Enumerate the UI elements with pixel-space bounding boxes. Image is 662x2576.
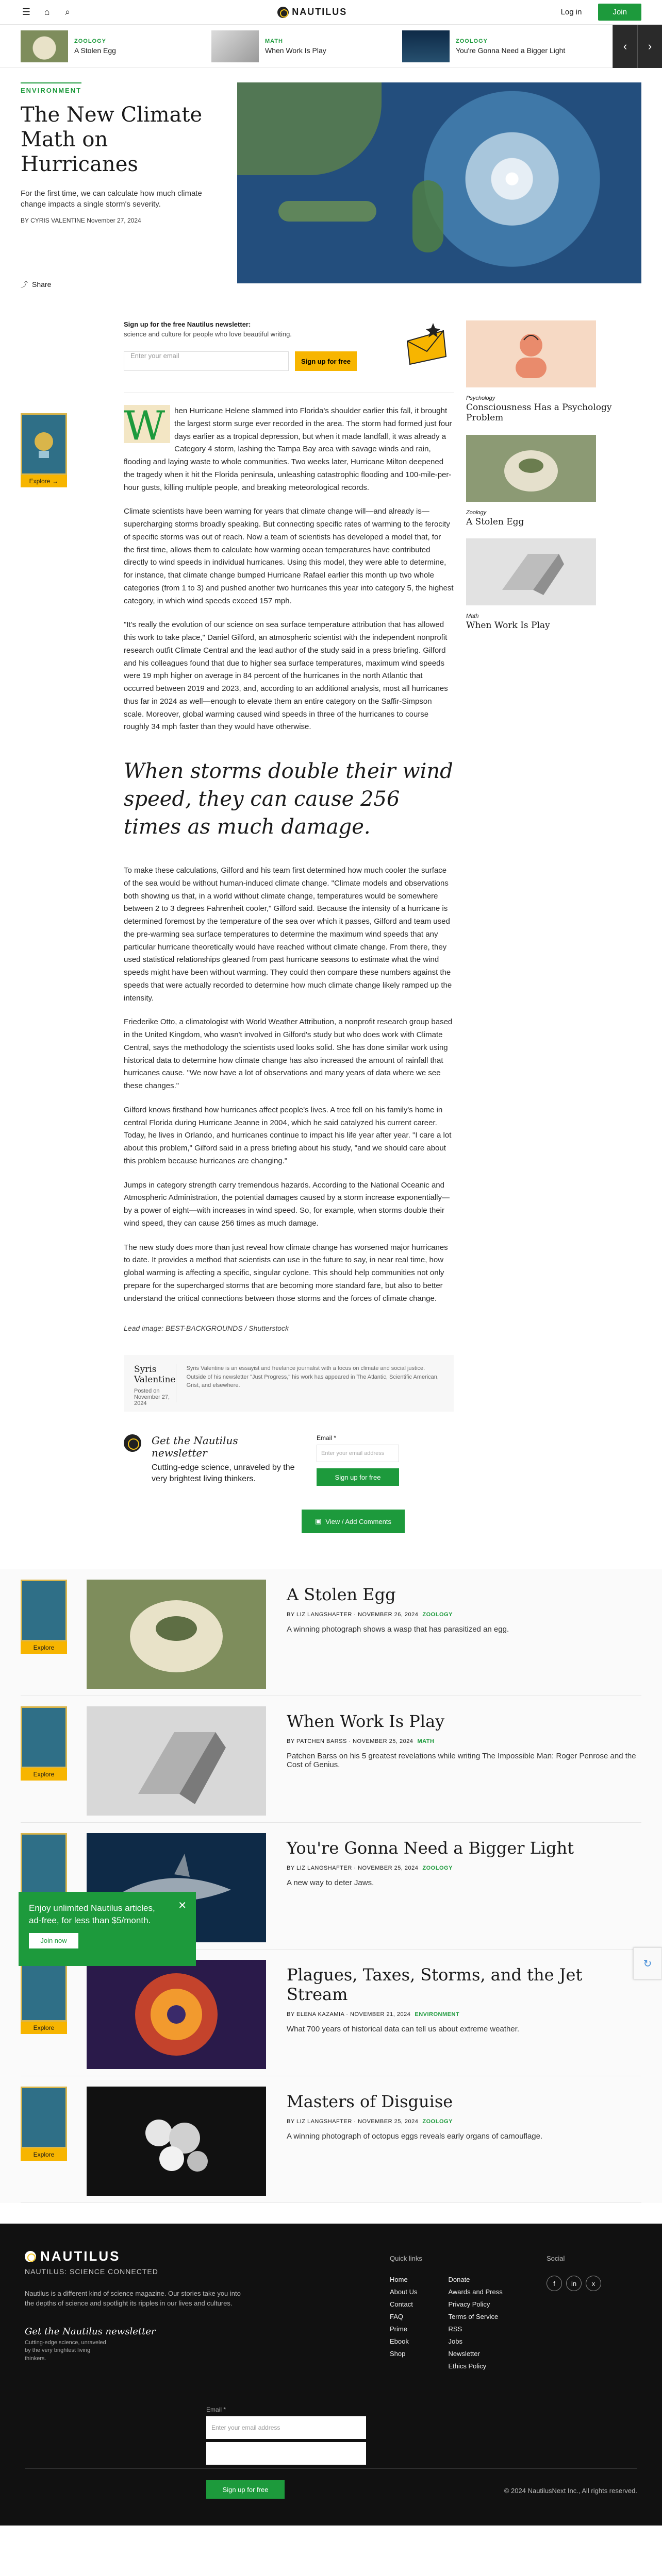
comment-icon: ▣ (315, 1517, 322, 1526)
email-field[interactable]: Enter your email address (317, 1445, 399, 1462)
strip-thumbnail (402, 30, 450, 62)
newsletter-signup-button[interactable]: Sign up for free (295, 351, 357, 371)
sidebar-category: Zoology (466, 509, 487, 516)
article-thumbnail (87, 1706, 266, 1816)
article-paragraph: To make these calculations, Gilford and his team first determined how much cooler the surface of the sea would be without human-induced climate change. "Climate models and observations both showing us that, in a world without climate change, temperatures would be somewhere between 2 to 3 degrees Fahrenheit cooler," Gilford said. Because the intensity of a hurricane is determined foremost by the temperature of the sea over which it passes, Gilford and team used the pre-warming sea surface temperatures to determine the maximum wind speeds that any particular hurricane theoretically would have reached without climate change. From there, they used statistical relationships gleaned from past hurricane seasons to estimate what the wind speeds might have been without warming. They could then compare these numbers against the speeds that were actually recorded to determine how much climate change likely ramped up the intensity. (124, 866, 452, 1003)
strip-category: ZOOLOGY (456, 38, 488, 44)
strip-arrows (613, 25, 662, 68)
hero-land (237, 82, 382, 175)
explore-button[interactable]: Explore (21, 2148, 67, 2161)
pull-quote: When storms double their wind speed, they can cause 256 times as much damage. (124, 759, 453, 839)
join-now-button[interactable]: Join now (29, 1933, 78, 1948)
footer-about: Nautilus is a different kind of science magazine. Our stories take you into the depths of science and spotlight its ripples in our lives and cultures. (25, 2290, 241, 2308)
strip-title: You're Gonna Need a Bigger Light (456, 46, 566, 55)
footer-link[interactable]: RSS (448, 2325, 462, 2333)
footer-link[interactable]: Contact (390, 2300, 413, 2309)
footer-link[interactable]: Newsletter (448, 2350, 480, 2358)
strip-category: MATH (265, 38, 283, 44)
social-title: Social (547, 2255, 565, 2263)
article-paragraph: "It's really the evolution of our science on sea surface temperature attribution that has allowed this work to take place," Daniel Gilford, an atmospheric scientist with the independent nonprofit research outfit Climate Central and the lead author of the study said in a press briefing. Gilford and his colleagues found that due to higher sea surface temperatures, maximum wind speeds were 19 mph higher on average in 84 percent of the hurricanes in the north Atlantic that occurred between 2019 and 2023, and, according to an additional analysis, most all hurricanes thus far in 2024 as well—enough to elevate them an entire category on the Saffir-Simpson scale. Moreover, global warming caused wind speeds in three of the hurricanes to course roughly 34 mph faster than they would have otherwise. (124, 620, 448, 732)
quick-links-title: Quick links (390, 2255, 422, 2263)
copyright: © 2024 NautilusNext Inc., All rights reserved. (504, 2487, 637, 2495)
author-box (124, 1355, 454, 1412)
article-title[interactable]: Plagues, Taxes, Storms, and the Jet Stream (287, 1965, 583, 2005)
strip-item[interactable] (21, 30, 196, 62)
linkedin-icon[interactable]: in (566, 2276, 582, 2291)
x-twitter-icon[interactable]: x (586, 2276, 601, 2291)
footer-link[interactable]: Home (390, 2276, 408, 2284)
article-category[interactable]: ENVIRONMENT (21, 82, 81, 94)
newsletter-signup-bottom (124, 1424, 454, 1491)
article-title[interactable]: You're Gonna Need a Bigger Light (287, 1838, 574, 1858)
footer-link[interactable]: Awards and Press (448, 2288, 503, 2296)
quick-links (390, 2255, 503, 2375)
article-title: The New Climate Math on Hurricanes (21, 103, 203, 176)
close-icon[interactable]: ✕ (178, 1900, 187, 1911)
sidebar-category: Psychology (466, 395, 495, 401)
sidebar-title: Consciousness Has a Psychology Problem (466, 402, 612, 423)
hero-text (21, 82, 237, 290)
newsletter-email-input[interactable]: Enter your email (124, 351, 289, 371)
more-articles (0, 1569, 662, 2203)
search-icon[interactable]: ⌕ (64, 7, 71, 17)
article-paragraph: Gilford knows firsthand how hurricanes affect people's lives. A tree fell on his family's home in central Florida during Hurricane Jeanne in 2004, which he said catalyzed his current career. Today, he lives in Orlando, and hurricanes continue to impact his life year after year. "I care a lot about this problem," Gilford said in a press briefing about his study, "and we should care about this problem because hurricanes are changing." (124, 1105, 452, 1165)
article-description: A new way to deter Jaws. (287, 1878, 374, 1888)
login-button[interactable]: Log in (552, 4, 591, 21)
footer-signup-form (206, 2399, 371, 2499)
footer-tagline: NAUTILUS: SCIENCE CONNECTED (25, 2267, 158, 2276)
newsletter-subtitle: Cutting-edge science, unraveled by the very brightest living thinkers. (152, 1463, 295, 1483)
article-description: What 700 years of historical data can tell us about extreme weather. (287, 2025, 520, 2034)
issue-cover (21, 1833, 67, 1895)
arrow-right-icon: → (52, 478, 59, 485)
issue-card[interactable] (21, 413, 67, 487)
quick-links-col-1 (390, 2276, 417, 2375)
article-meta: BY ELENA KAZAMIA · NOVEMBER 21, 2024 ENVIRONMENT (287, 2011, 460, 2018)
author-posted-date: Posted on November 27, 2024 (134, 1388, 170, 1407)
share-icon: ⤴ (21, 280, 28, 289)
related-strip (0, 25, 662, 68)
newsletter-title: Sign up for the free Nautilus newsletter: (124, 320, 251, 328)
social-links (547, 2255, 601, 2291)
author-bio: Syris Valentine is an essayist and freelance journalist with a focus on climate and social justice. Outside of his newsletter "Just Progress," his work has appeared in The Atlantic, Scientific American, Grist, and elsewhere. (186, 1365, 439, 1389)
article-thumbnail (87, 1960, 266, 2069)
footer-email-field[interactable]: Enter your email address (206, 2416, 366, 2439)
footer-link[interactable]: Ethics Policy (448, 2362, 487, 2370)
quick-links-col-2 (448, 2276, 502, 2375)
article-meta: BY LIZ LANGSHAFTER · NOVEMBER 25, 2024 ZOOLOGY (287, 1865, 453, 1872)
footer-email-field-2[interactable] (206, 2442, 366, 2465)
membership-promo (19, 1892, 196, 1966)
strip-title: When Work Is Play (265, 46, 326, 55)
more-article[interactable] (21, 1696, 641, 1823)
article-text (124, 405, 454, 1334)
sidebar-title: A Stolen Egg (466, 516, 524, 527)
view-comments-label: View / Add Comments (325, 1517, 391, 1526)
article-thumbnail (87, 1580, 266, 1689)
email-label: Email * (317, 1434, 337, 1442)
issue-cover (21, 1580, 67, 1641)
hero-land (412, 180, 443, 252)
issue-cover (21, 413, 67, 475)
footer-newsletter-title: Get the Nautilus newsletter (25, 2326, 156, 2337)
author-name[interactable]: Syris Valentine (134, 1364, 176, 1385)
share-button[interactable] (21, 279, 51, 290)
article-title[interactable]: Masters of Disguise (287, 2092, 453, 2112)
dropcap-letter: W (124, 405, 170, 443)
view-comments-button[interactable] (302, 1510, 405, 1533)
footer-brand: NAUTILUS (40, 2248, 121, 2264)
chevron-right-icon[interactable]: › (637, 25, 662, 68)
article-paragraph: W hen Hurricane Helene slammed into Florida's shoulder earlier this fall, it brought the largest storm surge ever recorded in the area. The storm had formed just four days earlier as a tropical depression, but when it made landfall, it was already a Category 4 storm, lashing the Tampa Bay area with savage winds and rain, flooding and laying waste to whole communities. Two weeks later, Hurricane Milton deepened the tragedy when it hit the Florida peninsula, unleashing catastrophic flooding and 100-mile-per-hour gusts, killing multiple people, and breaking meteorological records. (124, 403, 452, 492)
sidebar-article[interactable] (466, 435, 641, 527)
menu-icon[interactable]: ☰ (22, 7, 31, 17)
brand-name: NAUTILUS (292, 7, 347, 17)
footer-link[interactable]: Ebook (390, 2337, 409, 2346)
issue-cover (21, 1706, 67, 1768)
footer (0, 2224, 662, 2526)
footer-link[interactable]: Shop (390, 2350, 406, 2358)
newsletter-subtitle: science and culture for people who love beautiful writing. (124, 330, 292, 338)
explore-button[interactable] (21, 475, 67, 487)
nautilus-logo-icon (277, 7, 289, 18)
article-thumbnail (87, 2087, 266, 2196)
footer-signup-button[interactable]: Sign up for free (206, 2480, 285, 2499)
article-byline: BY CYRIS VALENTINE November 27, 2024 (21, 217, 141, 224)
footer-link[interactable]: Donate (448, 2276, 470, 2284)
sidebar-image (466, 435, 596, 502)
promo-text: Enjoy unlimited Nautilus articles, ad-free, for less than $5/month. (29, 1903, 155, 1925)
footer-email-label: Email * (206, 2406, 226, 2414)
article-meta: BY LIZ LANGSHAFTER · NOVEMBER 26, 2024 ZOOLOGY (287, 1612, 453, 1618)
article-hero (0, 68, 662, 290)
footer-link[interactable]: About Us (390, 2288, 418, 2296)
sidebar-title: When Work Is Play (466, 620, 550, 631)
footer-logo[interactable] (25, 2248, 637, 2264)
top-navigation (0, 0, 662, 25)
sidebar-image (466, 538, 596, 605)
footer-link[interactable]: Privacy Policy (448, 2300, 490, 2309)
strip-item[interactable] (402, 30, 577, 62)
article-meta: BY LIZ LANGSHAFTER · NOVEMBER 25, 2024 ZOOLOGY (287, 2119, 453, 2125)
more-article[interactable] (21, 2076, 641, 2203)
article-paragraph: Friederike Otto, a climatologist with World Weather Attribution, a nonprofit research group based in the United Kingdom, who wasn't involved in Gilford's study but who does work with Climate Central, says the methodology the scientists used looks solid. She has done similar work using historical data to determine how climate change has also increased the amount of rainfall that hurricanes cause. "We now have a lot of observations and many years of data where we see these changes." (124, 1018, 453, 1090)
footer-link[interactable]: FAQ (390, 2313, 404, 2321)
issue-cover (21, 1960, 67, 2022)
strip-title: A Stolen Egg (74, 46, 116, 55)
article-title[interactable]: A Stolen Egg (287, 1585, 396, 1605)
footer-divider (25, 2468, 637, 2469)
lead-image-credit: Lead image: BEST-BACKGROUNDS / Shutterstock (124, 1324, 289, 1333)
sidebar-article[interactable] (466, 538, 641, 631)
explore-button[interactable]: Explore (21, 1641, 67, 1654)
article-body-wrap (0, 290, 662, 1533)
hero-image (237, 82, 641, 283)
strip-thumbnail (211, 30, 259, 62)
article-column (21, 320, 454, 1533)
hero-land (278, 201, 376, 222)
sidebar-image (466, 320, 596, 387)
facebook-icon[interactable]: f (547, 2276, 562, 2291)
article-title[interactable]: When Work Is Play (287, 1711, 445, 1732)
explore-button[interactable]: Explore (21, 1768, 67, 1781)
nautilus-logo-icon (25, 2251, 36, 2262)
article-description: Patchen Barss on his 5 greatest revelations while writing The Impossible Man: Roger Penrose and the Cost of Genius. (287, 1752, 636, 1770)
sidebar (466, 320, 641, 1533)
join-button[interactable]: Join (598, 4, 641, 21)
footer-link[interactable]: Jobs (448, 2337, 462, 2346)
envelope-icon (402, 320, 449, 367)
nautilus-logo-icon (124, 1434, 141, 1452)
article-description: A winning photograph shows a wasp that has parasitized an egg. (287, 1625, 509, 1634)
footer-link[interactable]: Prime (390, 2325, 407, 2333)
article-paragraph: Jumps in category strength carry tremendous hazards. According to the National Oceanic and Atmospheric Administration, the potential damages caused by a storm increase exponentially—by a power of eight—with increases in wind speed. So, for example, when storms double their wind speed, they can cause 256 times as much damage. (124, 1180, 450, 1228)
article-description: A winning photograph of octopus eggs reveals early organs of camouflage. (287, 2132, 543, 2141)
home-icon[interactable]: ⌂ (44, 7, 50, 17)
issue-cover (21, 2087, 67, 2148)
more-article[interactable] (21, 1950, 641, 2076)
newsletter-title: Get the Nautilus newsletter (152, 1434, 238, 1460)
signup-button[interactable]: Sign up for free (317, 1468, 399, 1486)
recaptcha-badge-icon[interactable]: ↻ (633, 1947, 662, 1979)
footer-newsletter-subtitle: Cutting-edge science, unraveled by the very brightest living thinkers. (25, 2340, 106, 2362)
sidebar-article[interactable] (466, 320, 641, 423)
chevron-left-icon[interactable]: ‹ (613, 25, 637, 68)
more-article[interactable] (21, 1569, 641, 1696)
brand-logo[interactable] (277, 7, 347, 18)
article-paragraph: The new study does more than just reveal how climate change has worsened major hurricanes to date. It provides a method that scientists can use in the future to say, in near real time, how global warming is affecting a specific, singular cyclone. This should help communities not only prepare for the supercharged storms that are becoming more standard fare, but also to better understand the critical connections between those storms and the forces of climate change. (124, 1243, 448, 1303)
footer-link[interactable]: Terms of Service (448, 2313, 499, 2321)
strip-item[interactable] (211, 30, 387, 62)
strip-thumbnail (21, 30, 68, 62)
newsletter-signup-top (124, 320, 454, 393)
nav-right (552, 4, 641, 21)
sidebar-category: Math (466, 613, 479, 620)
nav-left (21, 7, 73, 18)
article-paragraph: Climate scientists have been warning for years that climate change will—and already is—supercharging storms broadly speaking. But connecting specific rates of warming to the ferocity of specific storms was out of reach. Now a team of scientists has developed a model that, for the first time, allows them to calculate how warming ocean temperatures have contributed directly to wind speeds in individual hurricanes. Using this model, they were able to determine, for instance, that climate change bumped Hurricane Rafael earlier this month up two whole categories (from 1 to 3) and pushed another two hurricanes this year into category 5, the highest category, in which wind speeds exceed 157 mph. (124, 507, 454, 605)
strip-category: ZOOLOGY (74, 38, 106, 44)
share-label: Share (32, 280, 52, 289)
article-subtitle: For the first time, we can calculate how much climate change impacts a single storm's severity. (21, 189, 202, 209)
issue-cover-art (31, 426, 57, 462)
explore-label: Explore (29, 478, 51, 485)
explore-button[interactable]: Explore (21, 2022, 67, 2034)
article-meta: BY PATCHEN BARSS · NOVEMBER 25, 2024 MATH (287, 1738, 435, 1745)
